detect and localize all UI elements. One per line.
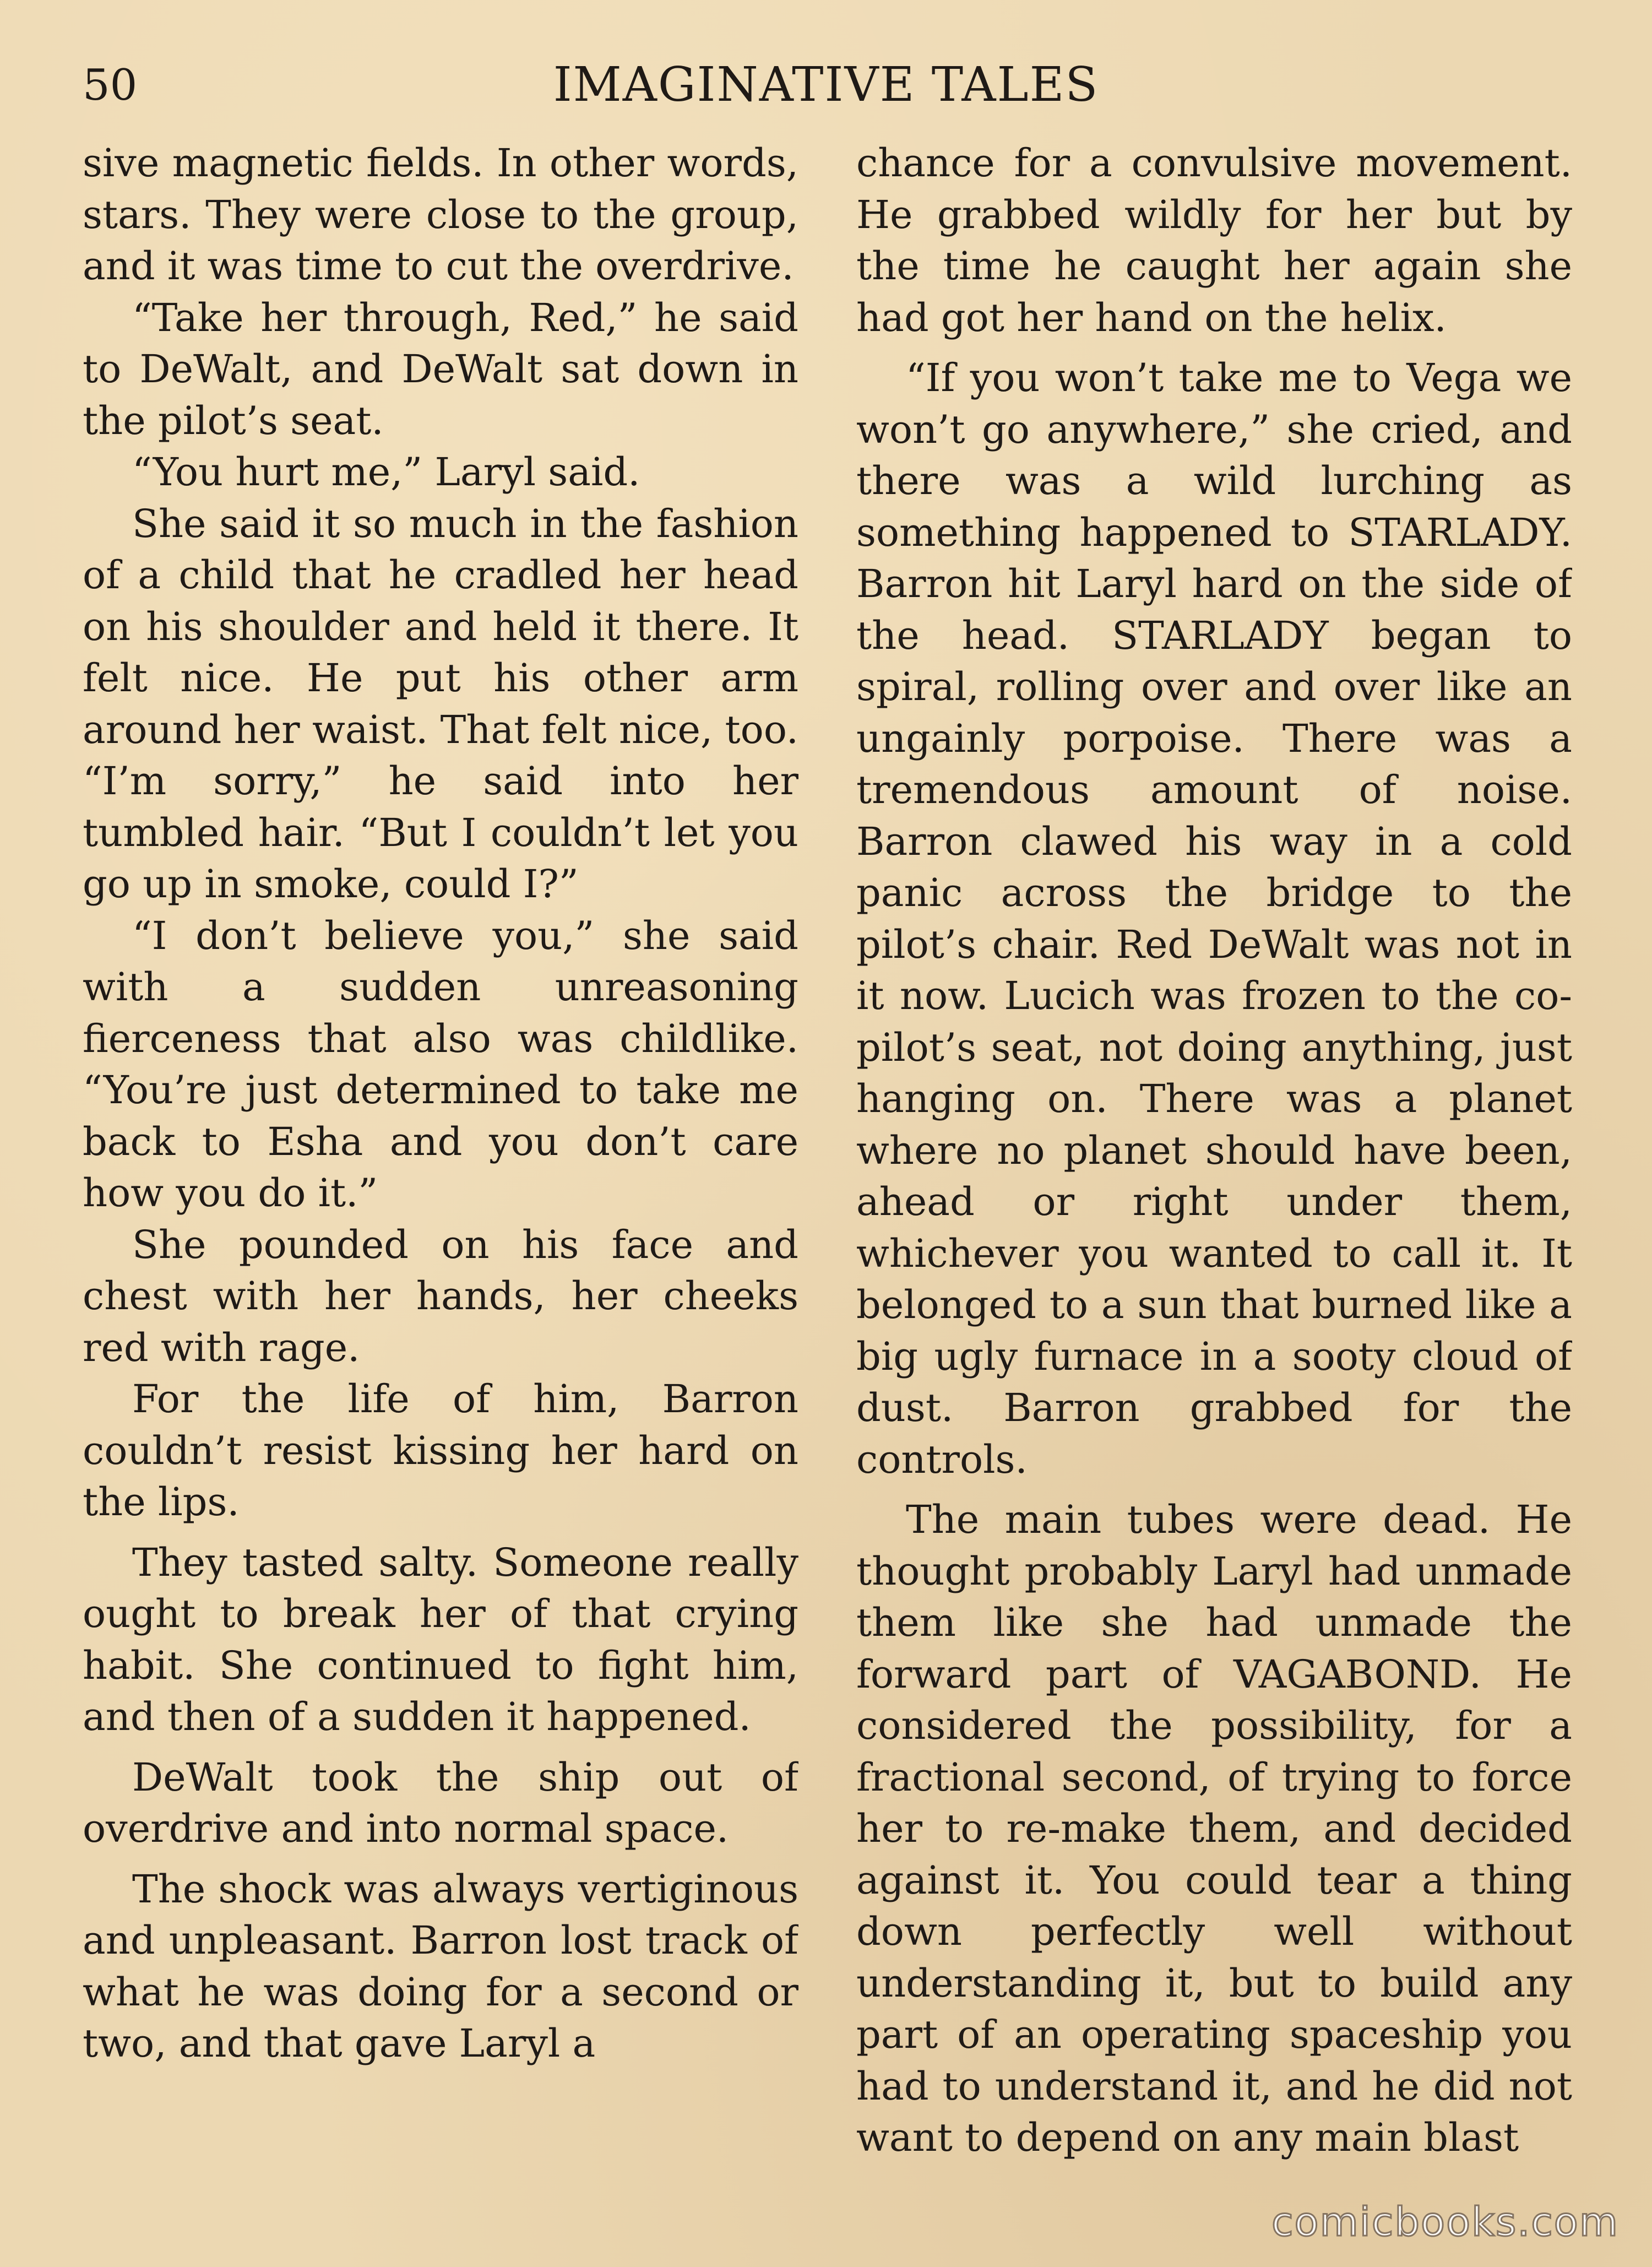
paragraph: chance for a convulsive movement. He grabbed wildly for her but by the time he caught her again she had got her hand on the helix. xyxy=(856,140,1572,340)
page-number: 50 xyxy=(83,61,138,110)
paragraph: They tasted salty. Someone really ought to break her of that crying habit. She continued to fight him, and then of a sudden it happened. xyxy=(83,1539,798,1739)
paragraph: She said it so much in the fashion of a child that he cradled her head on his shoulder and held it there. It felt nice. He put his other arm around her waist. That felt nice, too. “I’m sorry,” he said into her tumbled hair. “But I couldn’t let you go up in smoke, could I?” xyxy=(83,501,798,907)
left-text-column xyxy=(83,138,798,2187)
paragraph: The main tubes were dead. He thought probably Laryl had unmade them like she had unmade the forward part of VAGABOND. He considered the possibility, for a fractional second, of trying to force her to re-make them, and decided against it. You could tear a thing down perfectly well without understanding it, but to build any part of an operating spaceship you had to understand it, and he did not want to depend on any main blast xyxy=(856,1497,1572,2160)
right-text-column xyxy=(856,138,1572,2187)
paragraph: She pounded on his face and chest with her hands, her cheeks red with rage. xyxy=(83,1222,798,1370)
paragraph: The shock was always vertiginous and unpleasant. Barron lost track of what he was doing for a second or two, and that gave Laryl a xyxy=(83,1866,798,2066)
paragraph: sive magnetic fields. In other words, stars. They were close to the group, and it was time to cut the overdrive. xyxy=(83,140,798,289)
paragraph: For the life of him, Barron couldn’t resist kissing her hard on the lips. xyxy=(83,1376,798,1525)
paragraph: “If you won’t take me to Vega we won’t go anywhere,” she cried, and there was a wild lurching as something happened to STARLADY. Barron hit Laryl hard on the side of the head. STARLADY began to spiral, rolling over and over like an ungainly porpoise. There was a tremendous amount of noise. Barron clawed his way in a cold panic across the bridge to the pilot’s chair. Red DeWalt was not in it now. Lucich was frozen to the co-pilot’s seat, not doing anything, just hanging on. There was a planet where no planet should have been, ahead or right under them, whichever you wanted to call it. It belonged to a sun that burned like a big ugly furnace in a sooty cloud of dust. Barron grabbed for the controls. xyxy=(856,355,1572,1482)
paragraph: “Take her through, Red,” he said to DeWalt, and DeWalt sat down in the pilot’s seat. xyxy=(83,295,798,443)
page-header xyxy=(83,55,1569,116)
watermark: comicbooks.com xyxy=(1271,2199,1619,2245)
paragraph: DeWalt took the ship out of overdrive and into normal space. xyxy=(83,1754,798,1851)
paragraph: “I don’t believe you,” she said with a sudden unreasoning fierceness that also was childlike. “You’re just determined to take me back to Esha and you don’t care how you do it.” xyxy=(83,913,798,1216)
paragraph: “You hurt me,” Laryl said. xyxy=(132,449,640,495)
running-title: IMAGINATIVE TALES xyxy=(553,57,1099,112)
